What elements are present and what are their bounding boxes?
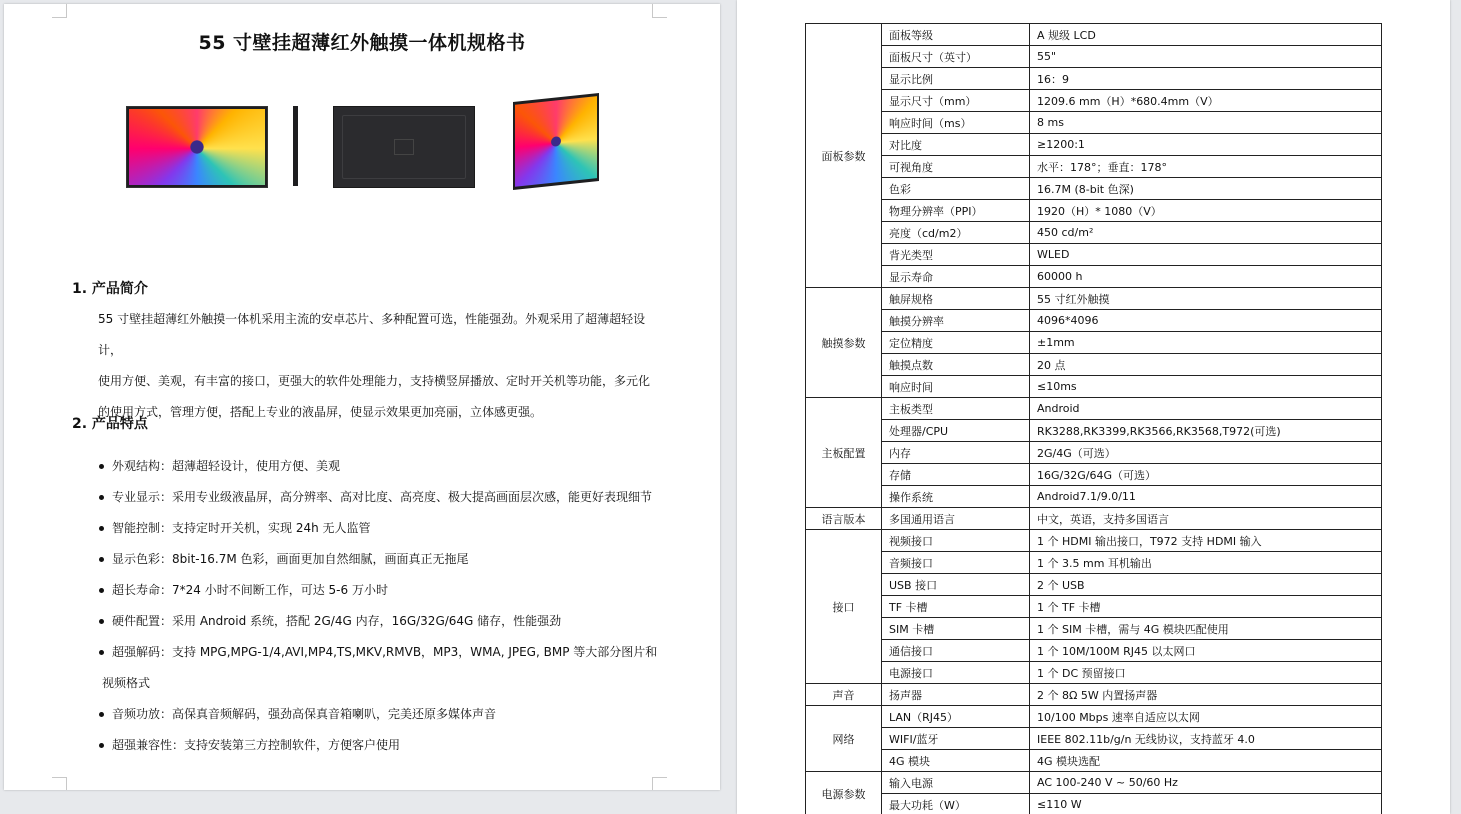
spec-label: 面板等级 bbox=[882, 24, 1030, 46]
spec-value: 1920（H）* 1080（V） bbox=[1030, 200, 1382, 222]
spec-label: 输入电源 bbox=[882, 772, 1030, 794]
feature-item-continuation: 视频格式 bbox=[102, 676, 151, 690]
spec-value: 1209.6 mm（H）*680.4mm（V） bbox=[1030, 90, 1382, 112]
spec-value: 1 个 DC 预留接口 bbox=[1030, 662, 1382, 684]
spec-row bbox=[806, 200, 1382, 222]
spec-row bbox=[806, 618, 1382, 640]
spec-row bbox=[806, 706, 1382, 728]
spec-row bbox=[806, 178, 1382, 200]
spec-label: 定位精度 bbox=[882, 332, 1030, 354]
spec-row bbox=[806, 574, 1382, 596]
spec-category: 电源参数 bbox=[806, 772, 882, 814]
spec-row bbox=[806, 24, 1382, 46]
spec-row bbox=[806, 310, 1382, 332]
section-heading-intro: 1. 产品简介 bbox=[72, 281, 148, 297]
spec-value: 16：9 bbox=[1030, 68, 1382, 90]
spec-value: RK3288,RK3399,RK3566,RK3568,T972(可选) bbox=[1030, 420, 1382, 442]
spec-value: 8 ms bbox=[1030, 112, 1382, 134]
spec-value: A 规级 LCD bbox=[1030, 24, 1382, 46]
spec-row bbox=[806, 222, 1382, 244]
spec-value: 2 个 USB bbox=[1030, 574, 1382, 596]
spec-row bbox=[806, 662, 1382, 684]
spec-row bbox=[806, 464, 1382, 486]
spec-row bbox=[806, 68, 1382, 90]
feature-item: 音频功放：高保真音频解码，强劲高保真音箱喇叭，完美还原多媒体声音 bbox=[98, 699, 668, 730]
document-page-1 bbox=[4, 4, 720, 790]
spec-label: 内存 bbox=[882, 442, 1030, 464]
spec-label: 面板尺寸（英寸） bbox=[882, 46, 1030, 68]
spec-value: 16.7M (8-bit 色深) bbox=[1030, 178, 1382, 200]
spec-row bbox=[806, 530, 1382, 552]
spec-label: 显示尺寸（mm） bbox=[882, 90, 1030, 112]
feature-item: 显示色彩：8bit-16.7M 色彩，画面更加自然细腻，画面真正无拖尾 bbox=[98, 544, 668, 575]
spec-value: 1 个 10M/100M RJ45 以太网口 bbox=[1030, 640, 1382, 662]
spec-label: 物理分辨率（PPI） bbox=[882, 200, 1030, 222]
spec-label: 通信接口 bbox=[882, 640, 1030, 662]
spec-label: 显示比例 bbox=[882, 68, 1030, 90]
feature-list bbox=[98, 451, 668, 761]
spec-row bbox=[806, 266, 1382, 288]
spec-row bbox=[806, 442, 1382, 464]
spec-value: 20 点 bbox=[1030, 354, 1382, 376]
spec-value: IEEE 802.11b/g/n 无线协议，支持蓝牙 4.0 bbox=[1030, 728, 1382, 750]
spec-row bbox=[806, 112, 1382, 134]
spec-label: 响应时间 bbox=[882, 376, 1030, 398]
intro-line: 使用方便、美观，有丰富的接口，更强大的软件处理能力，支持横竖屏播放、定时开关机等功能，多元化 bbox=[98, 374, 651, 388]
spec-label: 存储 bbox=[882, 464, 1030, 486]
spec-label: 主板类型 bbox=[882, 398, 1030, 420]
spec-category: 面板参数 bbox=[806, 24, 882, 288]
spec-label: WIFI/蓝牙 bbox=[882, 728, 1030, 750]
spec-label: 触摸分辨率 bbox=[882, 310, 1030, 332]
spec-value: 4G 模块选配 bbox=[1030, 750, 1382, 772]
product-side-image bbox=[293, 106, 298, 186]
spec-label: 响应时间（ms） bbox=[882, 112, 1030, 134]
spec-row bbox=[806, 794, 1382, 814]
spec-label: 操作系统 bbox=[882, 486, 1030, 508]
spec-label: 背光类型 bbox=[882, 244, 1030, 266]
page-corner-mark bbox=[652, 777, 667, 790]
page-corner-mark bbox=[52, 4, 67, 18]
spec-value: 55" bbox=[1030, 46, 1382, 68]
spec-category: 声音 bbox=[806, 684, 882, 706]
spec-label: LAN（RJ45） bbox=[882, 706, 1030, 728]
spec-label: 电源接口 bbox=[882, 662, 1030, 684]
feature-item: 超强兼容性：支持安装第三方控制软件，方便客户使用 bbox=[98, 730, 668, 761]
spec-value: 中文，英语，支持多国语言 bbox=[1030, 508, 1382, 530]
spec-label: 触屏规格 bbox=[882, 288, 1030, 310]
product-back-image bbox=[333, 106, 475, 188]
spec-label: 可视角度 bbox=[882, 156, 1030, 178]
spec-label: USB 接口 bbox=[882, 574, 1030, 596]
document-title: 55 寸壁挂超薄红外触摸一体机规格书 bbox=[198, 32, 526, 54]
spec-value: 1 个 SIM 卡槽，需与 4G 模块匹配使用 bbox=[1030, 618, 1382, 640]
spec-category: 接口 bbox=[806, 530, 882, 684]
spec-row bbox=[806, 684, 1382, 706]
feature-item: 硬件配置：采用 Android 系统，搭配 2G/4G 内存，16G/32G/64G 储存，性能强劲 bbox=[98, 606, 668, 637]
spec-row bbox=[806, 244, 1382, 266]
spec-row bbox=[806, 750, 1382, 772]
spec-table bbox=[805, 23, 1382, 814]
spec-category: 触摸参数 bbox=[806, 288, 882, 398]
spec-value: ≤110 W bbox=[1030, 794, 1382, 814]
spec-category: 主板配置 bbox=[806, 398, 882, 508]
intro-line: 的使用方式，管理方便，搭配上专业的液晶屏，使显示效果更加亮丽，立体感更强。 bbox=[98, 405, 543, 419]
spec-label: 最大功耗（W） bbox=[882, 794, 1030, 814]
spec-label: 触摸点数 bbox=[882, 354, 1030, 376]
page-corner-mark bbox=[52, 777, 67, 790]
spec-row bbox=[806, 332, 1382, 354]
spec-label: 显示寿命 bbox=[882, 266, 1030, 288]
spec-value: 1 个 3.5 mm 耳机输出 bbox=[1030, 552, 1382, 574]
spec-row bbox=[806, 552, 1382, 574]
feature-item: 超强解码：支持 MPG,MPG-1/4,AVI,MP4,TS,MKV,RMVB，MP3，WMA, JPEG, BMP 等大部分图片和 bbox=[98, 637, 668, 668]
intro-line: 55 寸壁挂超薄红外触摸一体机采用主流的安卓芯片、多种配置可选，性能强劲。外观采用了超薄超轻设计， bbox=[98, 312, 646, 357]
spec-row bbox=[806, 772, 1382, 794]
spec-value: 16G/32G/64G（可选） bbox=[1030, 464, 1382, 486]
spec-label: 对比度 bbox=[882, 134, 1030, 156]
spec-value: 水平：178°；垂直：178° bbox=[1030, 156, 1382, 178]
spec-value: ≥1200:1 bbox=[1030, 134, 1382, 156]
spec-label: TF 卡槽 bbox=[882, 596, 1030, 618]
spec-value: 60000 h bbox=[1030, 266, 1382, 288]
spec-label: 视频接口 bbox=[882, 530, 1030, 552]
spec-value: ±1mm bbox=[1030, 332, 1382, 354]
spec-value: 55 寸红外触摸 bbox=[1030, 288, 1382, 310]
spec-label: 处理器/CPU bbox=[882, 420, 1030, 442]
spec-value: Android7.1/9.0/11 bbox=[1030, 486, 1382, 508]
spec-label: 亮度（cd/m2） bbox=[882, 222, 1030, 244]
spec-value: AC 100-240 V ~ 50/60 Hz bbox=[1030, 772, 1382, 794]
spec-row bbox=[806, 376, 1382, 398]
spec-value: Android bbox=[1030, 398, 1382, 420]
intro-paragraph bbox=[98, 304, 660, 428]
page-corner-mark bbox=[652, 4, 667, 18]
spec-row bbox=[806, 420, 1382, 442]
feature-item: 智能控制：支持定时开关机，实现 24h 无人监管 bbox=[98, 513, 668, 544]
feature-item: 外观结构：超薄超轻设计，使用方便、美观 bbox=[98, 451, 668, 482]
spec-row bbox=[806, 134, 1382, 156]
spec-category: 网络 bbox=[806, 706, 882, 772]
spec-row bbox=[806, 508, 1382, 530]
spec-row bbox=[806, 156, 1382, 178]
feature-item: 专业显示：采用专业级液晶屏，高分辨率、高对比度、高亮度、极大提高画面层次感，能更好表现细节 bbox=[98, 482, 668, 513]
product-angled-image bbox=[513, 93, 599, 190]
spec-row bbox=[806, 486, 1382, 508]
spec-value: 1 个 TF 卡槽 bbox=[1030, 596, 1382, 618]
spec-value: WLED bbox=[1030, 244, 1382, 266]
section-heading-features: 2. 产品特点 bbox=[72, 416, 148, 432]
spec-value: 2 个 8Ω 5W 内置扬声器 bbox=[1030, 684, 1382, 706]
spec-label: 扬声器 bbox=[882, 684, 1030, 706]
spec-label: 色彩 bbox=[882, 178, 1030, 200]
spec-category: 语言版本 bbox=[806, 508, 882, 530]
spec-value: 10/100 Mbps 速率自适应以太网 bbox=[1030, 706, 1382, 728]
product-front-image bbox=[126, 106, 268, 188]
spec-row bbox=[806, 46, 1382, 68]
spec-row bbox=[806, 596, 1382, 618]
spec-row bbox=[806, 354, 1382, 376]
spec-row bbox=[806, 398, 1382, 420]
spec-label: 音频接口 bbox=[882, 552, 1030, 574]
spec-row bbox=[806, 728, 1382, 750]
spec-value: 450 cd/m² bbox=[1030, 222, 1382, 244]
spec-row bbox=[806, 90, 1382, 112]
spec-value: 2G/4G（可选） bbox=[1030, 442, 1382, 464]
spec-label: 4G 模块 bbox=[882, 750, 1030, 772]
spec-row bbox=[806, 640, 1382, 662]
spec-value: ≤10ms bbox=[1030, 376, 1382, 398]
spec-label: 多国通用语言 bbox=[882, 508, 1030, 530]
feature-item: 超长寿命：7*24 小时不间断工作，可达 5-6 万小时 bbox=[98, 575, 668, 606]
spec-value: 1 个 HDMI 输出接口，T972 支持 HDMI 输入 bbox=[1030, 530, 1382, 552]
spec-label: SIM 卡槽 bbox=[882, 618, 1030, 640]
spec-row bbox=[806, 288, 1382, 310]
document-page-2 bbox=[737, 0, 1450, 814]
spec-value: 4096*4096 bbox=[1030, 310, 1382, 332]
